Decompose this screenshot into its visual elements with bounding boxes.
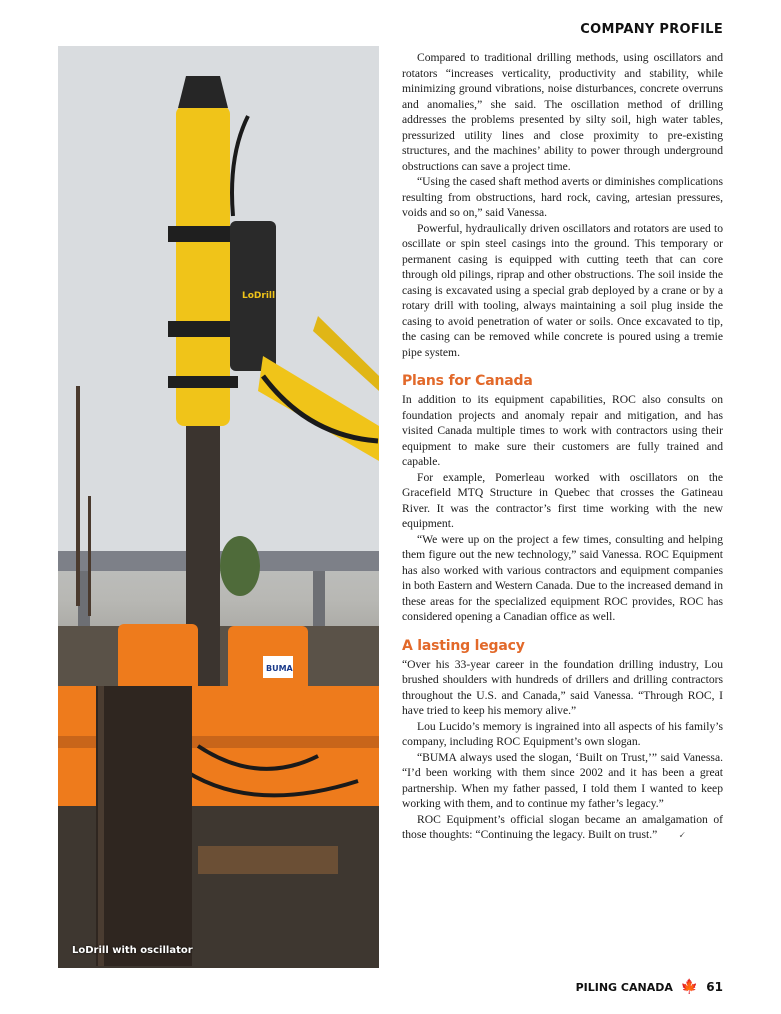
paragraph-last bbox=[402, 812, 723, 844]
photo-illustration bbox=[58, 46, 379, 968]
paragraph: Compared to traditional drilling methods, using oscillators and rotators “increases verticality, productivity and stability, while minimizing ground vibrations, noise disturbances, concrete overruns and anomalies,” she said. The oscillation method of drilling addresses the problems presented by silty soil, high water tables, pressurized utility lines and close proximity to pre-existing structures, and the machines’ ability to power through underground obstructions can save a project time. bbox=[402, 51, 723, 173]
section-heading-plans-for-canada: Plans for Canada bbox=[402, 373, 533, 389]
page-number: 61 bbox=[706, 980, 723, 994]
paragraph: “Using the cased shaft method averts or diminishes complications resulting from obstructions, hard rock, caving, artesian pressures, voids and so on,” said Vanessa. bbox=[402, 175, 723, 219]
lodrill-label: LoDrill bbox=[242, 291, 276, 301]
paragraph: “Over his 33-year career in the foundation drilling industry, Lou brushed shoulders with hundreds of drillers and drilling contractors throughout the U.S. and Canada,” said Vanessa. “Through ROC, I have tried to keep his memory alive.” bbox=[402, 657, 723, 717]
article-body bbox=[402, 50, 723, 843]
paragraph: “We were up on the project a few times, consulting and helping them figure out the new technology,” said Vanessa. ROC Equipment has also worked with various contractors and equipment companies in both Eastern and Western Canada. Due to the increased demand in these areas for the specialized equipment ROC provides, ROC has considered opening a Canadian office as well. bbox=[402, 532, 723, 623]
section-header: COMPANY PROFILE bbox=[580, 22, 723, 37]
section-heading-a-lasting-legacy: A lasting legacy bbox=[402, 637, 525, 654]
buma-label: BUMA bbox=[266, 664, 293, 673]
photo-caption: LoDrill with oscillator bbox=[72, 945, 193, 956]
publication-name: PILING CANADA bbox=[575, 980, 673, 994]
paragraph: In addition to its equipment capabilities, ROC also consults on foundation projects and anomaly repair and mitigation, and has visited Canada multiple times to work with contractors using their equipment to make sure their customers are fully trained and capable. bbox=[402, 393, 723, 468]
paragraph: “BUMA always used the slogan, ‘Built on Trust,’” said Vanessa. “I’d been working with them since 2002 and it has been a great partnership. When my father passed, I told them I wanted to keep working with them, and to continue my father’s legacy.” bbox=[402, 750, 723, 810]
paragraph: Powerful, hydraulically driven oscillators and rotators are used to oscillate or spin steel casings into the ground. This temporary or permanent casing is equipped with cutting teeth that can core through old pilings, riprap and other obstructions. The soil inside the casing is excavated using a special grab deployed by a crane or by a rotary drill with tooling, always maintaining a soil plug inside the casing to avoid penetration of water or soils. Once excavated to tip, the casing can be removed while concrete is poured using a tremie pipe system. bbox=[402, 221, 723, 359]
page-footer bbox=[576, 980, 723, 994]
maple-leaf-icon: 🍁 bbox=[680, 978, 699, 995]
lodrill-photo bbox=[58, 46, 379, 968]
paragraph-last-text: ROC Equipment’s official slogan became an amalgamation of those thoughts: “Continuing the legacy. Built on trust.” bbox=[402, 812, 723, 841]
paragraph: For example, Pomerleau worked with oscillators on the Gracefield MTQ Structure in Quebec that crosses the Gatineau River. It was the contractor’s first time working with the new equipment. bbox=[402, 470, 723, 530]
end-mark-icon: 🗸 bbox=[678, 829, 686, 841]
paragraph: Lou Lucido’s memory is ingrained into all aspects of his family’s company, including ROC Equipment’s own slogan. bbox=[402, 719, 723, 748]
